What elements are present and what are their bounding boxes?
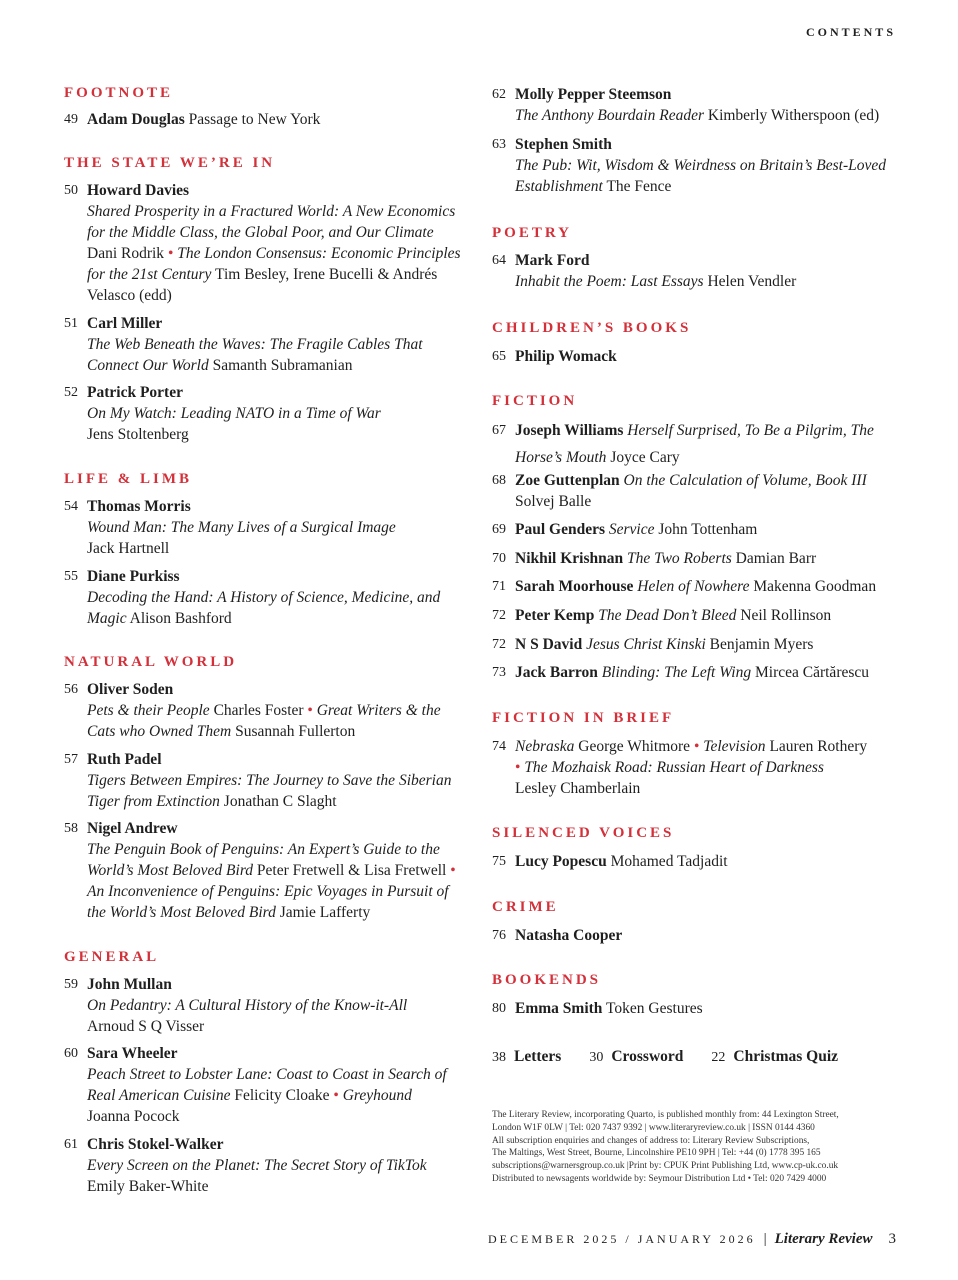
reviewer: Peter Kemp bbox=[515, 607, 595, 624]
imprint-line: London W1F 0LW | Tel: 020 7437 9392 | www.literaryreview.co.uk | ISSN 0144 4360 bbox=[492, 1122, 815, 1133]
toc-entry[interactable] bbox=[492, 548, 902, 569]
page-number: 72 bbox=[492, 608, 506, 623]
book-title: The Web Beneath the Waves: The Fragile Cables That Connect Our World bbox=[87, 336, 423, 374]
book-title: Greyhound bbox=[342, 1087, 412, 1104]
extra-crossword[interactable] bbox=[589, 1048, 683, 1066]
reviewer: Natasha Cooper bbox=[515, 927, 623, 944]
section-title: FICTION IN BRIEF bbox=[492, 710, 675, 726]
book-author: Alison Bashford bbox=[126, 610, 232, 627]
page-number: 50 bbox=[64, 183, 78, 198]
page-number: 52 bbox=[64, 385, 78, 400]
book-author: Damian Barr bbox=[731, 550, 817, 567]
section-title: SILENCED VOICES bbox=[492, 825, 675, 841]
page-number: 49 bbox=[64, 112, 78, 127]
section-title: FICTION bbox=[492, 393, 578, 409]
toc-entry[interactable] bbox=[64, 566, 462, 629]
book-author: Samanth Subramanian bbox=[208, 357, 353, 374]
toc-entry[interactable] bbox=[64, 496, 462, 559]
section-title: POETRY bbox=[492, 225, 572, 241]
page-number: 69 bbox=[492, 522, 506, 537]
book-author: Joanna Pocock bbox=[87, 1108, 180, 1125]
book-title: The Mozhaisk Road: Russian Heart of Darkness bbox=[524, 759, 824, 776]
book-author: Arnoud S Q Visser bbox=[87, 1018, 205, 1035]
page-number-footer: 3 bbox=[888, 1231, 896, 1247]
section-title: FOOTNOTE bbox=[64, 85, 174, 101]
toc-entry[interactable] bbox=[492, 662, 902, 683]
book-title: The Two Roberts bbox=[627, 550, 732, 567]
book-author: Susannah Fullerton bbox=[231, 723, 356, 740]
toc-entry[interactable] bbox=[64, 313, 462, 376]
toc-entry[interactable] bbox=[64, 749, 462, 812]
imprint-line: subscriptions@warnersgroup.co.uk |Print by: CPUK Print Publishing Ltd, www.cp-uk.co.uk bbox=[492, 1161, 839, 1172]
book-author: Kimberly Witherspoon (ed) bbox=[704, 107, 880, 124]
bullet-separator: • bbox=[167, 245, 174, 262]
reviewer: Stephen Smith bbox=[515, 136, 612, 153]
book-title: Peach Street to Lobster Lane: Coast to Coast in Search of Real American Cuisine bbox=[87, 1066, 447, 1104]
page-number: 60 bbox=[64, 1046, 78, 1061]
book-author: Jonathan C Slaght bbox=[219, 793, 337, 810]
toc-entry[interactable] bbox=[64, 180, 462, 306]
review-title: Passage to New York bbox=[184, 111, 321, 128]
toc-entry[interactable] bbox=[492, 925, 902, 946]
page-number: 55 bbox=[64, 569, 78, 584]
section-title: GENERAL bbox=[64, 949, 160, 965]
page-header: CONTENTS bbox=[805, 25, 896, 39]
page-number: 38 bbox=[492, 1050, 506, 1065]
book-author: Solvej Balle bbox=[515, 493, 592, 510]
page-number: 73 bbox=[492, 665, 506, 680]
reviewer: Philip Womack bbox=[515, 348, 617, 365]
toc-entry[interactable] bbox=[64, 109, 462, 130]
page-number: 56 bbox=[64, 682, 78, 697]
book-author: Lesley Chamberlain bbox=[515, 780, 641, 797]
book-author: Emily Baker-White bbox=[87, 1178, 209, 1195]
toc-entry[interactable] bbox=[492, 519, 902, 540]
page-number: 74 bbox=[492, 739, 506, 754]
book-title: Television bbox=[703, 738, 766, 755]
book-title: On My Watch: Leading NATO in a Time of War bbox=[87, 405, 381, 422]
page-number: 30 bbox=[589, 1050, 604, 1065]
book-author: The Fence bbox=[602, 178, 672, 195]
footer-separator: | bbox=[763, 1231, 767, 1247]
toc-entry[interactable] bbox=[64, 679, 462, 742]
bullet-separator: • bbox=[450, 862, 456, 879]
reviewer: John Mullan bbox=[87, 976, 172, 993]
toc-entry[interactable] bbox=[492, 851, 902, 872]
page-number: 75 bbox=[492, 854, 506, 869]
page-number: 70 bbox=[492, 551, 506, 566]
book-title: Herself Surprised, To Be a Pilgrim, The Horse’s Mouth bbox=[515, 422, 874, 466]
page-number: 64 bbox=[492, 253, 506, 268]
book-author: Lauren Rothery bbox=[765, 738, 868, 755]
reviewer: Sarah Moorhouse bbox=[515, 578, 634, 595]
book-title: Tigers Between Empires: The Journey to Save the Siberian Tiger from Extinction bbox=[87, 772, 452, 810]
toc-entry[interactable] bbox=[64, 974, 462, 1037]
book-author: Jamie Lafferty bbox=[275, 904, 371, 921]
reviewer: Paul Genders bbox=[515, 521, 605, 538]
book-title: The Anthony Bourdain Reader bbox=[515, 107, 704, 124]
page-number: 80 bbox=[492, 1001, 506, 1016]
reviewer: Ruth Padel bbox=[87, 751, 162, 768]
page-footer bbox=[488, 1231, 896, 1248]
toc-entry[interactable] bbox=[492, 134, 902, 197]
section-title: THE STATE WE’RE IN bbox=[64, 155, 276, 171]
reviewer: Mark Ford bbox=[515, 252, 590, 269]
page-number: 72 bbox=[492, 637, 506, 652]
toc-entry[interactable] bbox=[492, 84, 902, 126]
page-number: 51 bbox=[64, 316, 78, 331]
book-title: Pets & their People bbox=[87, 702, 210, 719]
page-number: 54 bbox=[64, 499, 78, 514]
reviewer: Adam Douglas bbox=[87, 111, 185, 128]
extra-label: Crossword bbox=[611, 1048, 684, 1065]
book-title: Service bbox=[608, 521, 655, 538]
reviewer: Nigel Andrew bbox=[87, 820, 178, 837]
reviewer: Chris Stokel-Walker bbox=[87, 1136, 224, 1153]
section-title: LIFE & LIMB bbox=[64, 471, 193, 487]
page-number: 57 bbox=[64, 752, 78, 767]
book-author: Joyce Cary bbox=[606, 449, 680, 466]
review-title: Token Gestures bbox=[602, 1000, 703, 1017]
section-title: CRIME bbox=[492, 899, 559, 915]
review-title: Mohamed Tadjadit bbox=[606, 853, 728, 870]
toc-entry[interactable] bbox=[492, 470, 902, 512]
toc-entry[interactable] bbox=[64, 818, 462, 923]
book-title: On the Calculation of Volume, Book III bbox=[623, 472, 867, 489]
page-number: 59 bbox=[64, 977, 78, 992]
bullet-separator: • bbox=[515, 759, 521, 776]
section-title: NATURAL WORLD bbox=[64, 654, 238, 670]
page-number: 71 bbox=[492, 579, 506, 594]
book-author: Peter Fretwell & Lisa Fretwell bbox=[253, 862, 451, 879]
page-number: 63 bbox=[492, 137, 506, 152]
book-author: Neil Rollinson bbox=[736, 607, 832, 624]
page-number: 76 bbox=[492, 928, 506, 943]
reviewer: Zoe Guttenplan bbox=[515, 472, 620, 489]
book-title: Inhabit the Poem: Last Essays bbox=[515, 273, 704, 290]
book-title: Great Writers & the Cats who Owned Them bbox=[87, 702, 441, 740]
reviewer: Lucy Popescu bbox=[515, 853, 607, 870]
bullet-separator: • bbox=[693, 738, 700, 755]
book-title: An Inconvenience of Penguins: Epic Voyages in Pursuit of the World’s Most Beloved Bird bbox=[87, 883, 449, 921]
reviewer: Joseph Williams bbox=[515, 422, 624, 439]
toc-entry[interactable] bbox=[492, 605, 902, 626]
reviewer: Sara Wheeler bbox=[87, 1045, 178, 1062]
book-title: The Pub: Wit, Wisdom & Weirdness on Britain’s Best-Loved Establishment bbox=[515, 157, 886, 195]
imprint bbox=[492, 1109, 892, 1186]
page-number: 61 bbox=[64, 1137, 78, 1152]
page-number: 68 bbox=[492, 473, 506, 488]
extras-row bbox=[492, 1048, 866, 1066]
magazine-name: Literary Review bbox=[774, 1231, 873, 1247]
book-title: The Penguin Book of Penguins: An Expert’s Guide to the World’s Most Beloved Bird bbox=[87, 841, 440, 879]
reviewer: Patrick Porter bbox=[87, 384, 183, 401]
extra-label: Christmas Quiz bbox=[733, 1048, 839, 1065]
reviewer: Diane Purkiss bbox=[87, 568, 180, 585]
book-author: Jack Hartnell bbox=[87, 540, 170, 557]
page-number: 67 bbox=[492, 423, 506, 438]
reviewer: N S David bbox=[515, 636, 583, 653]
page-number: 65 bbox=[492, 349, 506, 364]
imprint-line: Distributed to newsagents worldwide by: Seymour Distribution Ltd • Tel: 020 7429 4000 bbox=[492, 1173, 827, 1184]
book-title: Decoding the Hand: A History of Science, Medicine, and Magic bbox=[87, 589, 441, 627]
book-title: Shared Prosperity in a Fractured World: A New Economics for the Middle Class, the Global Poor, and Our Climate bbox=[87, 203, 456, 241]
book-author: Benjamin Myers bbox=[705, 636, 814, 653]
imprint-line: All subscription enquiries and changes of address to: Literary Review Subscriptions, bbox=[492, 1135, 810, 1146]
book-author: Felicity Cloake bbox=[230, 1087, 334, 1104]
reviewer: Oliver Soden bbox=[87, 681, 174, 698]
reviewer: Molly Pepper Steemson bbox=[515, 86, 672, 103]
book-author: Jens Stoltenberg bbox=[87, 426, 189, 443]
toc-entry[interactable] bbox=[64, 1043, 462, 1127]
book-author: Mircea Cărtărescu bbox=[751, 664, 870, 681]
toc-entry[interactable] bbox=[64, 382, 462, 445]
section-title: CHILDREN’S BOOKS bbox=[492, 320, 692, 336]
book-author: Makenna Goodman bbox=[749, 578, 877, 595]
bullet-separator: • bbox=[333, 1087, 339, 1104]
book-title: Nebraska bbox=[515, 738, 575, 755]
toc-entry[interactable] bbox=[492, 736, 902, 799]
book-author: John Tottenham bbox=[654, 521, 758, 538]
book-title: Blinding: The Left Wing bbox=[601, 664, 752, 681]
book-title: Helen of Nowhere bbox=[637, 578, 750, 595]
extra-label: Letters bbox=[514, 1048, 562, 1065]
page-number: 22 bbox=[711, 1050, 726, 1065]
reviewer: Emma Smith bbox=[515, 1000, 603, 1017]
book-title: Jesus Christ Kinski bbox=[586, 636, 706, 653]
book-author: Dani Rodrik bbox=[87, 245, 168, 262]
toc-entry[interactable] bbox=[64, 1134, 462, 1197]
book-author: Tim Besley, Irene Bucelli & Andrés Velasco (edd) bbox=[87, 266, 438, 304]
toc-entry[interactable] bbox=[492, 576, 902, 597]
reviewer: Nikhil Krishnan bbox=[515, 550, 624, 567]
reviewer: Carl Miller bbox=[87, 315, 163, 332]
book-author: Helen Vendler bbox=[703, 273, 797, 290]
book-author: Charles Foster bbox=[209, 702, 308, 719]
imprint-line: The Maltings, West Street, Bourne, Lincolnshire PE10 9PH | Tel: +44 (0) 1778 395 165 bbox=[492, 1148, 821, 1159]
book-title: Wound Man: The Many Lives of a Surgical Image bbox=[87, 519, 396, 536]
issue-date: DECEMBER 2025 / JANUARY 2026 bbox=[488, 1232, 756, 1246]
toc-entry[interactable] bbox=[492, 250, 902, 292]
toc-entry[interactable] bbox=[492, 634, 902, 655]
book-title: The Dead Don’t Bleed bbox=[598, 607, 737, 624]
bullet-separator: • bbox=[307, 702, 313, 719]
imprint-line: The Literary Review, incorporating Quarto, is published monthly from: 44 Lexington Street, bbox=[492, 1110, 839, 1120]
reviewer: Jack Barron bbox=[515, 664, 598, 681]
page-number: 58 bbox=[64, 821, 78, 836]
book-title: On Pedantry: A Cultural History of the Know-it-All bbox=[87, 997, 408, 1014]
toc-entry[interactable] bbox=[492, 346, 902, 367]
reviewer: Thomas Morris bbox=[87, 498, 191, 515]
toc-entry[interactable] bbox=[492, 998, 902, 1019]
extra-letters[interactable] bbox=[492, 1048, 561, 1066]
book-title: Every Screen on the Planet: The Secret Story of TikTok bbox=[87, 1157, 427, 1174]
book-title: The London Consensus: Economic Principles for the 21st Century bbox=[87, 245, 461, 283]
book-author: George Whitmore bbox=[574, 738, 694, 755]
section-title: BOOKENDS bbox=[492, 972, 602, 988]
toc-entry[interactable] bbox=[492, 417, 902, 471]
reviewer: Howard Davies bbox=[87, 182, 190, 199]
page-number: 62 bbox=[492, 87, 506, 102]
extra-christmas-quiz[interactable] bbox=[711, 1048, 838, 1066]
